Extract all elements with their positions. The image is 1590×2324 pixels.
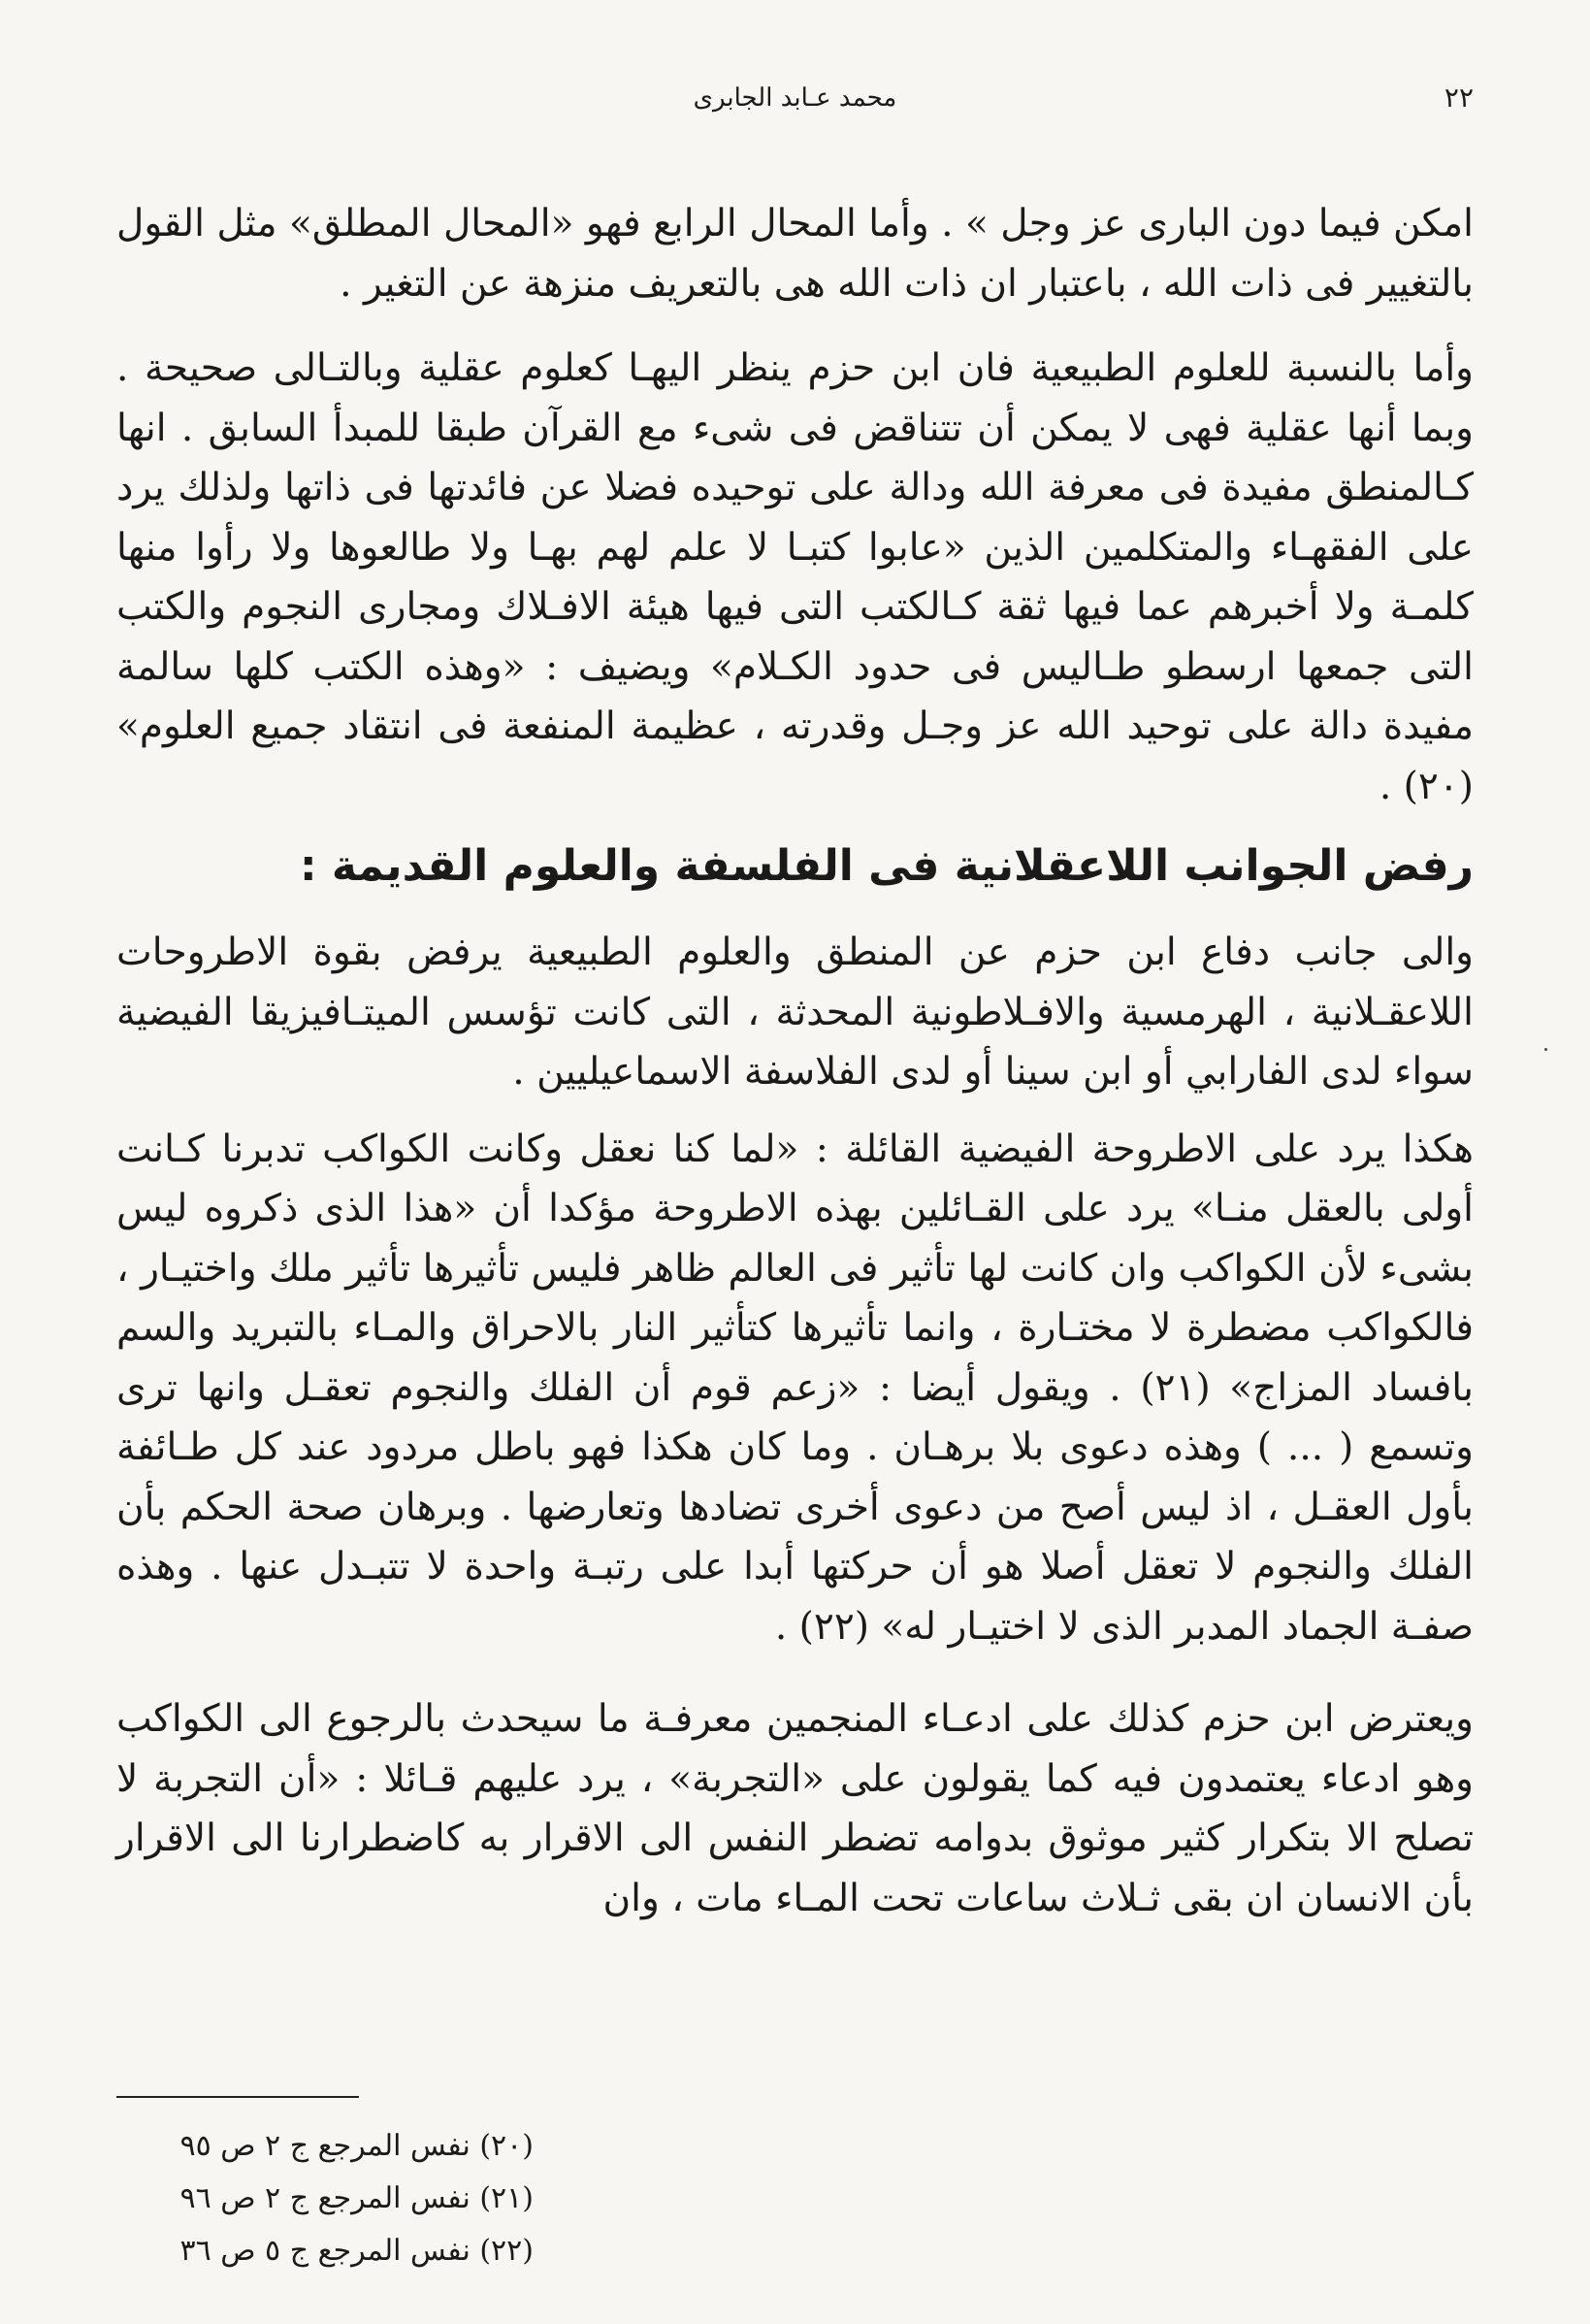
footnote-21: (٢١) نفس المرجع ج ٢ ص ٩٦ xyxy=(179,2181,534,2215)
footnote-22: (٢٢) نفس المرجع ج ٥ ص ٣٦ xyxy=(179,2234,534,2268)
footnote-separator xyxy=(116,2096,359,2098)
running-head-author: محمد عـابد الجابرى xyxy=(693,83,897,113)
paragraph-2: وأما بالنسبة للعلوم الطبيعية فان ابن حزم ينظر اليهـا كعلوم عقلية وبالتـالى صحيحة . وبما أنها عقلية فهى لا يمكن أن تتناقض فى شىء مع القرآن طبقا للمبدأ السابق . انها كـالمنطق مفيدة فى معرفة الله ودالة على توحيده فضلا عن فائدتها فى ذاتها ولذلك يرد على الفقهـاء والمتكلمين الذين «عابوا كتبـا لا علم لهم بهـا ولا طالعوها ولا رأوا منها كلمـة ولا أخبرهم عما فيها ثقة كـالكتب التى فيها هيئة الافـلاك ومجارى النجوم والكتب التى جمعها ارسطو طـاليس فى حدود الكـلام» ويضيف : «وهذه الكتب كلها سالمة مفيدة دالة على توحيد الله عز وجـل وقدرته ، عظيمة المنفعة فى انتقاد جميع العلوم» (٢٠) . xyxy=(116,346,1474,808)
section-heading: رفض الجوانب اللاعقلانية فى الفلسفة والعلوم القديمة : xyxy=(299,841,1474,891)
paragraph-5: ويعترض ابن حزم كذلك على ادعـاء المنجمين معرفـة ما سيحدث بالرجوع الى الكواكب وهو ادعاء يعتمدون فيه كما يقولون على «التجربة» ، يرد عليهم قـائلا : «أن التجربة لا تصلح الا بتكرار كثير موثوق بدوامه تضطر النفس الى الاقرار به كاضطرارنا الى الاقرار بأن الانسان ان بقى ثـلاث ساعات تحت المـاء مات ، وان xyxy=(116,1697,1474,1920)
paragraph-3: والى جانب دفاع ابن حزم عن المنطق والعلوم الطبيعية يرفض بقوة الاطروحات اللاعقـلانية ، الهرمسية والافـلاطونية المحدثة ، التى كانت تؤسس الميتـافيزيقا الفيضية سواء لدى الفارابي أو ابن سينا أو لدى الفلاسفة الاسماعيليين . xyxy=(116,931,1474,1094)
main-text xyxy=(116,194,1474,1928)
margin-mark xyxy=(1544,1048,1547,1051)
paragraph-4: هكذا يرد على الاطروحة الفيضية القائلة : «لما كنا نعقل وكانت الكواكب تدبرنا كـانت أولى بالعقل منـا» يرد على القـائلين بهذه الاطروحة مؤكدا أن «هذا الذى ذكروه ليس بشىء لأن الكواكب وان كانت لها تأثير فى العالم ظاهر فليس تأثيرها تأثير ملك واختيـار ، فالكواكب مضطرة لا مختـارة ، وانما تأثيرها كتأثير النار بالاحراق والمـاء بالتبريد والسم بافساد المزاج» (٢١) . ويقول أيضا : «زعم قوم أن الفلك والنجوم تعقـل وانها ترى وتسمع ( ... ) وهذه دعوى بلا برهـان . وما كان هكذا فهو باطل مردود عند كل طـائفة بأول العقـل ، اذ ليس أصح من دعوى أخرى تضادها وتعارضها . وبرهان صحة الحكم بأن الفلك والنجوم لا تعقل أصلا هو أن حركتها أبدا على رتبـة واحدة لا تتبـدل عنها . وهذه صفـة الجماد المدبر الذى لا اختيـار له» (٢٢) . xyxy=(116,1127,1475,1649)
footnote-20: (٢٠) نفس المرجع ج ٢ ص ٩٥ xyxy=(179,2129,534,2163)
footnotes xyxy=(116,2120,534,2277)
running-head xyxy=(116,68,1474,126)
page-number: ٢٢ xyxy=(1444,82,1474,114)
paragraph-1: امكن فيما دون البارى عز وجل » . وأما المحال الرابع فهو «المحال المطلق» مثل القول بالتغيير فى ذات الله ، باعتبار ان ذات الله هى بالتعريف منزهة عن التغير . xyxy=(116,202,1474,306)
